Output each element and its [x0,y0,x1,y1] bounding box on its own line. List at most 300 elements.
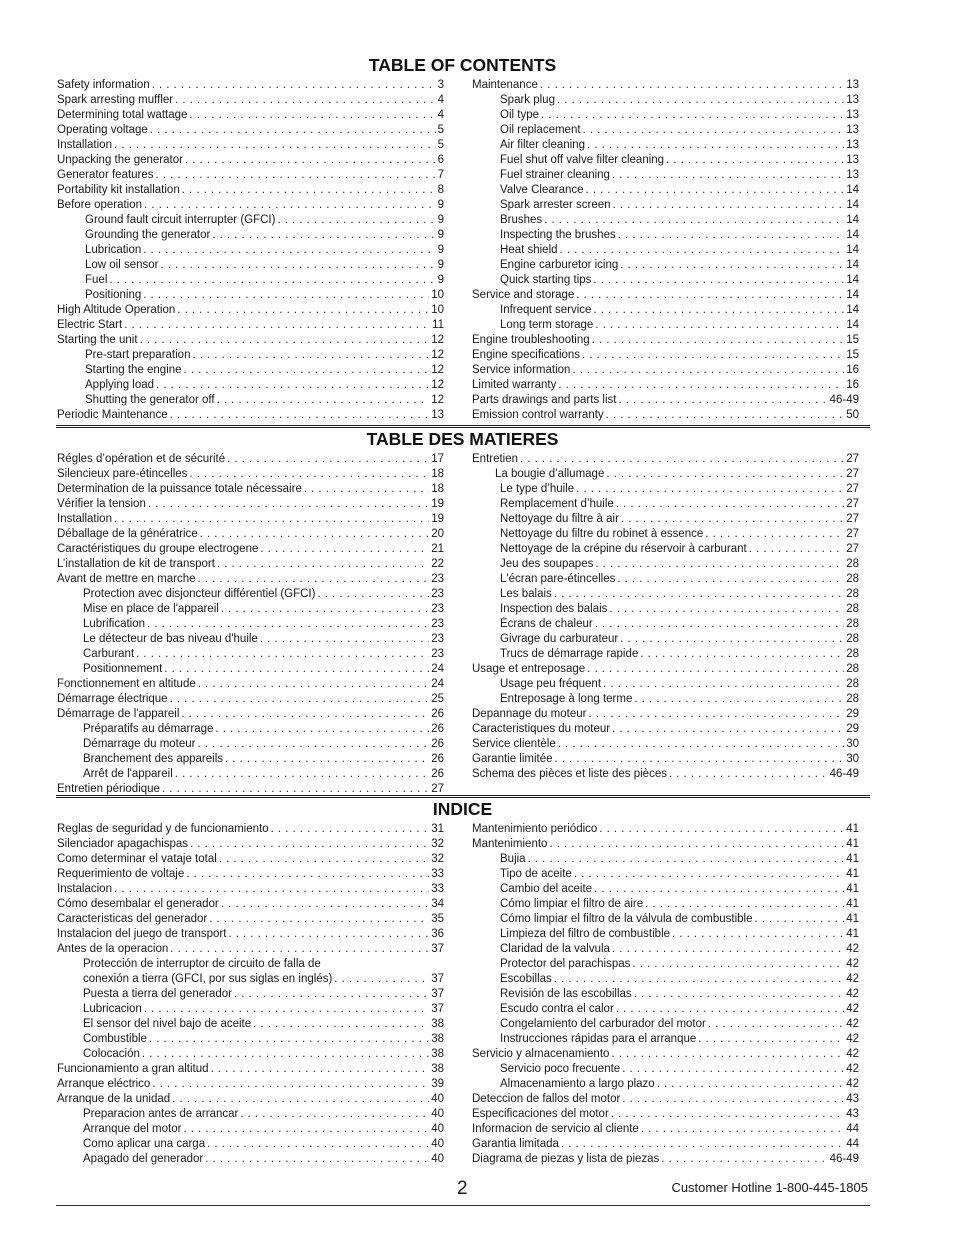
dot-leader [209,912,429,927]
toc-entry-page: 4 [437,109,444,121]
toc-entry-title: Requerimiento de voltaje [57,868,185,880]
dot-leader [622,1092,844,1107]
toc-entry-page: 14 [846,289,859,301]
toc-entry [57,467,444,482]
toc-entry [57,168,444,183]
toc-entry-title: Régles d’opération et de sécurité [57,453,226,465]
toc-entry [57,822,444,837]
dot-leader [560,243,845,258]
toc-entry [472,168,859,183]
toc-entry [57,677,444,692]
toc-entry [57,1137,444,1152]
toc-entry-title: Fuel [85,274,108,286]
toc-entry-title: Les balais [500,588,552,600]
dot-leader [708,1017,844,1032]
dot-leader [587,138,844,153]
toc-entry-title: Entretien périodique [57,783,160,795]
toc-entry-page: 29 [846,723,859,735]
toc-entry-title: Combustible [83,1033,147,1045]
toc-entry-title: Parts drawings and parts list [472,394,617,406]
dot-leader [611,1107,844,1122]
dot-leader [698,1032,844,1047]
toc-entry [472,1017,859,1032]
dot-leader [641,1122,844,1137]
dot-leader [225,752,429,767]
dot-leader [549,837,844,852]
toc-entry [57,882,444,897]
dot-leader [640,647,844,662]
dot-leader [595,617,845,632]
toc-entry-title: Informacion de servicio al cliente [472,1123,639,1135]
toc-entry [472,572,859,587]
toc-entry-page: 44 [846,1123,859,1135]
toc-entry-page: 28 [846,678,859,690]
toc-entry-title: Déballage de la génératrice [57,528,198,540]
toc-entry-title: Safety information [57,79,150,91]
toc-entry-page: 28 [846,693,859,705]
toc-entry-title: Le type d’huile [500,483,575,495]
toc-entry-title: Bujia [500,853,526,865]
toc-entry [472,1032,859,1047]
toc-entry-page: 42 [846,1048,859,1060]
toc-entry-title: Depannage du moteur [472,708,587,720]
dot-leader [185,153,436,168]
dot-leader [557,93,844,108]
toc-entry [57,972,444,987]
toc-entry-title: Air filter cleaning [500,139,586,151]
toc-entry-title: Electric Start [57,319,123,331]
toc-entry-title: Determining total wattage [57,109,188,121]
dot-leader [572,363,844,378]
toc-entry-page: 42 [846,1018,859,1030]
toc-entry-page: 38 [431,1063,444,1075]
toc-entry [472,767,859,782]
dot-leader [616,1002,844,1017]
toc-entry-title: Préparatifs au démarrage [83,723,214,735]
dot-leader [215,722,429,737]
toc-entry-title: Preparacion antes de arrancar [83,1108,239,1120]
toc-entry-title: Jeu des soupapes [500,558,594,570]
toc-entry-page: 23 [431,588,444,600]
toc-entry-title: Silencieux pare-étincelles [57,468,188,480]
dot-leader [334,972,429,987]
toc-entry-title: Colocación [83,1048,140,1060]
dot-leader [613,198,845,213]
toc-entry-page: 35 [431,913,444,925]
toc-entry-page: 32 [431,838,444,850]
toc-entry [57,942,444,957]
toc-entry [57,912,444,927]
toc-entry-title: Lubrication [85,244,142,256]
toc-entry-title: Long term storage [500,319,594,331]
toc-entry [472,243,859,258]
toc-entry-page: 3 [437,79,444,91]
toc-entry-page: 42 [846,1063,859,1075]
dot-leader [142,1047,429,1062]
dot-leader [144,198,436,213]
toc-entry [57,333,444,348]
toc-entry [57,837,444,852]
toc-entry-page: 13 [846,139,859,151]
toc-entry-title: L'écran pare-étincelles [500,573,616,585]
toc-entry-title: Vérifier la tension [57,498,146,510]
toc-entry [57,497,444,512]
dot-leader [609,602,844,617]
toc-entry-title: Carburant [83,648,135,660]
toc-entry-title: Escudo contra el calor [500,1003,614,1015]
toc-entry-title: Fonctionnement en altitude [57,678,196,690]
toc-entry-title: Nettoyage du filtre du robinet à essence [500,528,704,540]
dot-leader [540,78,844,93]
dot-leader [555,752,845,767]
footer-rule [56,1205,870,1206]
toc-entry-page: 7 [437,169,444,181]
toc-entry [57,767,444,782]
toc-entry-page: 18 [431,483,444,495]
toc-entry [472,677,859,692]
toc-entry-page: 27 [431,783,444,795]
toc-entry-title: Usage peu fréquent [500,678,602,690]
toc-entry [57,527,444,542]
toc-entry-title: Arranque eléctrico [57,1078,151,1090]
toc-entry-page: 41 [846,898,859,910]
toc-entry-page: 17 [431,453,444,465]
toc-entry-page: 29 [846,708,859,720]
dot-leader [616,497,844,512]
toc-entry-page: 40 [431,1093,444,1105]
dot-leader [260,632,429,647]
toc-entry-page: 18 [431,468,444,480]
dot-leader [606,408,845,423]
toc-entry-title: Entretien [472,453,519,465]
toc-entry-title: Démarrage de l'appareil [57,708,180,720]
toc-entry-page: 32 [431,853,444,865]
toc-entry-title: Low oil sensor [85,259,159,271]
toc-entry-title: Shutting the generator off [85,394,215,406]
toc-entry [472,987,859,1002]
toc-entry [57,897,444,912]
toc-entry-title: Nettoyage de la crépine du réservoir à carburant [500,543,747,555]
toc-entry-title: Avant de mettre en marche [57,573,196,585]
toc-entry [472,1077,859,1092]
dot-leader [574,867,844,882]
dot-leader [184,363,430,378]
toc-entry [472,867,859,882]
toc-entry-page: 42 [846,1078,859,1090]
toc-entry [472,972,859,987]
toc-entry [472,512,859,527]
toc-entry-title: Cómo limpiar el filtro de la válvula de combustible [500,913,753,925]
toc-entry [57,1062,444,1077]
toc-entry-title: Service clientèle [472,738,556,750]
toc-entry [57,348,444,363]
toc-entry-title: Positionnement [83,663,163,675]
dot-leader [109,273,435,288]
dot-leader [219,852,429,867]
toc-entry [57,138,444,153]
toc-entry [57,452,444,467]
dot-leader [207,1137,429,1152]
toc-entry-page: 40 [431,1123,444,1135]
toc-entry [57,1107,444,1122]
toc-entry-title: Mantenimiento [472,838,548,850]
toc-entry-title: Almacenamiento a largo plazo [500,1078,655,1090]
dot-leader [520,452,844,467]
dot-leader [170,692,430,707]
toc-entry-page: 33 [431,868,444,880]
toc-entry-page: 12 [431,364,444,376]
toc-entry-page: 12 [431,334,444,346]
toc-entry [472,378,859,393]
dot-leader [172,1092,429,1107]
dot-leader [749,542,844,557]
dot-leader [170,942,429,957]
toc-entry [472,837,859,852]
toc-entry [472,198,859,213]
dot-leader [657,1077,845,1092]
dot-leader [593,303,844,318]
toc-entry [57,1092,444,1107]
toc-entry [57,93,444,108]
section-divider [56,425,870,428]
toc-entry-page: 40 [431,1108,444,1120]
dot-leader [240,1107,429,1122]
toc-entry-page: 14 [846,214,859,226]
toc-entry-title: Servicio y almacenamiento [472,1048,610,1060]
toc-entry-page: 38 [431,1048,444,1060]
toc-entry-title: Démarrage électrique [57,693,168,705]
toc-entry [472,1092,859,1107]
toc-entry-page: 16 [846,364,859,376]
toc-entry-page: 20 [431,528,444,540]
toc-entry-page: 23 [431,573,444,585]
toc-entry-title: Service information [472,364,571,376]
dot-leader [634,987,845,1002]
toc-entry [472,752,859,767]
toc-entry-title: Inspecting the brushes [500,229,616,241]
toc-entry-title: Determination de la puissance totale nécessaire [57,483,302,495]
toc-entry-title: Cómo limpiar el filtro de aire [500,898,644,910]
toc-entry [472,288,859,303]
section-divider [56,795,870,798]
toc-entry-title: Maintenance [472,79,538,91]
toc-entry-title: Caracteristicas del generador [57,913,208,925]
dot-leader [271,822,430,837]
toc-entry [472,822,859,837]
toc-entry [57,572,444,587]
toc-entry [57,378,444,393]
toc-title-french: TABLE DES MATIERES [366,429,559,449]
toc-entry-title: Applying load [85,379,155,391]
toc-entry-title: Pre-start preparation [85,349,191,361]
toc-entry-title: Limpieza del filtro de combustible [500,928,671,940]
toc-entry [472,408,859,423]
toc-entry-title: conexión a tierra (GFCI, por sus siglas en inglés) [83,973,333,985]
toc-entry-title: Oil type [500,109,539,121]
dot-leader [140,333,430,348]
dot-leader [672,927,844,942]
toc-entry-title: Schema des pièces et liste des pièces [472,768,667,780]
toc-entry [57,927,444,942]
toc-entry-page: 42 [846,988,859,1000]
toc-entry [472,273,859,288]
toc-entry-title: Lubrification [83,618,146,630]
toc-entry-title: Protection avec disjoncteur différentiel (GFCI) [83,588,316,600]
toc-entry-title: Usage et entreposage [472,663,586,675]
dot-leader [705,527,844,542]
toc-title-spanish: INDICE [432,799,493,819]
toc-entry-page: 26 [431,768,444,780]
toc-entry-page: 41 [846,883,859,895]
toc-entry-page: 5 [437,139,444,151]
dot-leader [558,378,844,393]
toc-entry [57,722,444,737]
toc-entry [472,333,859,348]
toc-entry-page: 14 [846,259,859,271]
toc-entry-page: 14 [846,274,859,286]
toc-entry-page: 19 [431,498,444,510]
toc-entry [57,1017,444,1032]
customer-hotline: Customer Hotline 1-800-445-1805 [671,1180,868,1195]
toc-entry-page: 41 [846,823,859,835]
dot-leader [136,647,429,662]
toc-entry-title: Remplacement d’huile [500,498,614,510]
dot-leader [576,482,844,497]
toc-entry [472,542,859,557]
dot-leader [198,572,430,587]
toc-entry [57,647,444,662]
toc-entry-title: Garantia limitada [472,1138,559,1150]
dot-leader [114,512,429,527]
toc-entry [57,632,444,647]
toc-entry [472,1107,859,1122]
toc-entry [472,957,859,972]
toc-entry [57,662,444,677]
toc-entry-page: 38 [431,1033,444,1045]
toc-entry [57,243,444,258]
toc-entry-title: Ground fault circuit interrupter (GFCI) [85,214,276,226]
dot-leader [182,183,436,198]
toc-entry [472,722,859,737]
toc-entry-title: Service and storage [472,289,575,301]
dot-leader [618,393,827,408]
toc-entry-page: 9 [437,259,444,271]
dot-leader [183,1122,429,1137]
toc-entry [472,123,859,138]
toc-spanish-right-column [472,822,859,1167]
dot-leader [561,1137,844,1152]
dot-leader [544,213,844,228]
dot-leader [612,722,844,737]
toc-entry-title: Entreposage à long terme [500,693,633,705]
toc-entry-title: Emission control warranty [472,409,604,421]
toc-entry [57,183,444,198]
dot-leader [200,527,430,542]
toc-entry-title: Congelamiento del carburador del motor [500,1018,706,1030]
toc-french-right-column [472,452,859,782]
toc-entry-page: 26 [431,708,444,720]
toc-entry-page: 24 [431,678,444,690]
toc-entry-page: 30 [846,753,859,765]
dot-leader [156,168,436,183]
toc-entry [472,303,859,318]
toc-entry-title: Infrequent service [500,304,592,316]
toc-entry [57,512,444,527]
toc-entry-title: Positioning [85,289,142,301]
toc-entry-title: Givrage du carburateur [500,633,619,645]
toc-entry [472,1152,859,1167]
toc-entry [472,467,859,482]
toc-entry-page: 13 [431,409,444,421]
toc-entry [472,78,859,93]
dot-leader [603,677,844,692]
dot-leader [587,662,844,677]
toc-entry [472,587,859,602]
page-number: 2 [457,1178,468,1199]
toc-entry [472,662,859,677]
toc-entry [472,602,859,617]
toc-english-left-column [57,78,444,423]
dot-leader [592,333,845,348]
dot-leader [217,557,429,572]
toc-entry-page: 15 [846,349,859,361]
toc-entry [472,482,859,497]
toc-entry [57,542,444,557]
toc-entry [57,1002,444,1017]
dot-leader [198,737,430,752]
toc-entry-page: 26 [431,753,444,765]
dot-leader [186,867,429,882]
toc-entry-page: 28 [846,648,859,660]
toc-entry [57,957,444,972]
toc-entry-page: 26 [431,723,444,735]
toc-entry-title: Quick starting tips [500,274,592,286]
toc-entry-title: Spark arresting muffler [57,94,174,106]
toc-entry-title: Periodic Maintenance [57,409,168,421]
toc-entry [472,452,859,467]
toc-entry-page: 42 [846,973,859,985]
dot-leader [260,542,429,557]
toc-entry-title: Brushes [500,214,543,226]
dot-leader [143,288,429,303]
toc-entry-page: 37 [431,1003,444,1015]
toc-entry-title: Garantie limitée [472,753,553,765]
toc-entry-page: 38 [431,1018,444,1030]
toc-entry-title: Diagrama de piezas y lista de piezas [472,1153,660,1165]
toc-entry-page: 16 [846,379,859,391]
toc-entry [57,408,444,423]
toc-entry-page: 28 [846,603,859,615]
toc-entry-page: 42 [846,958,859,970]
dot-leader [190,837,429,852]
toc-entry-page: 4 [437,94,444,106]
dot-leader [666,153,844,168]
toc-entry-title: Arrêt de l'appareil [83,768,173,780]
toc-entry [472,138,859,153]
toc-entry-title: Starting the engine [85,364,182,376]
dot-leader [595,318,844,333]
toc-entry-page: 14 [846,304,859,316]
toc-entry-title: La bougie d’allumage [495,468,605,480]
dot-leader [612,168,844,183]
dot-leader [227,452,429,467]
toc-entry-title: Engine troubleshooting [472,334,590,346]
toc-entry [472,1137,859,1152]
dot-leader [317,587,429,602]
dot-leader [170,408,430,423]
dot-leader [621,512,844,527]
dot-leader [189,467,429,482]
